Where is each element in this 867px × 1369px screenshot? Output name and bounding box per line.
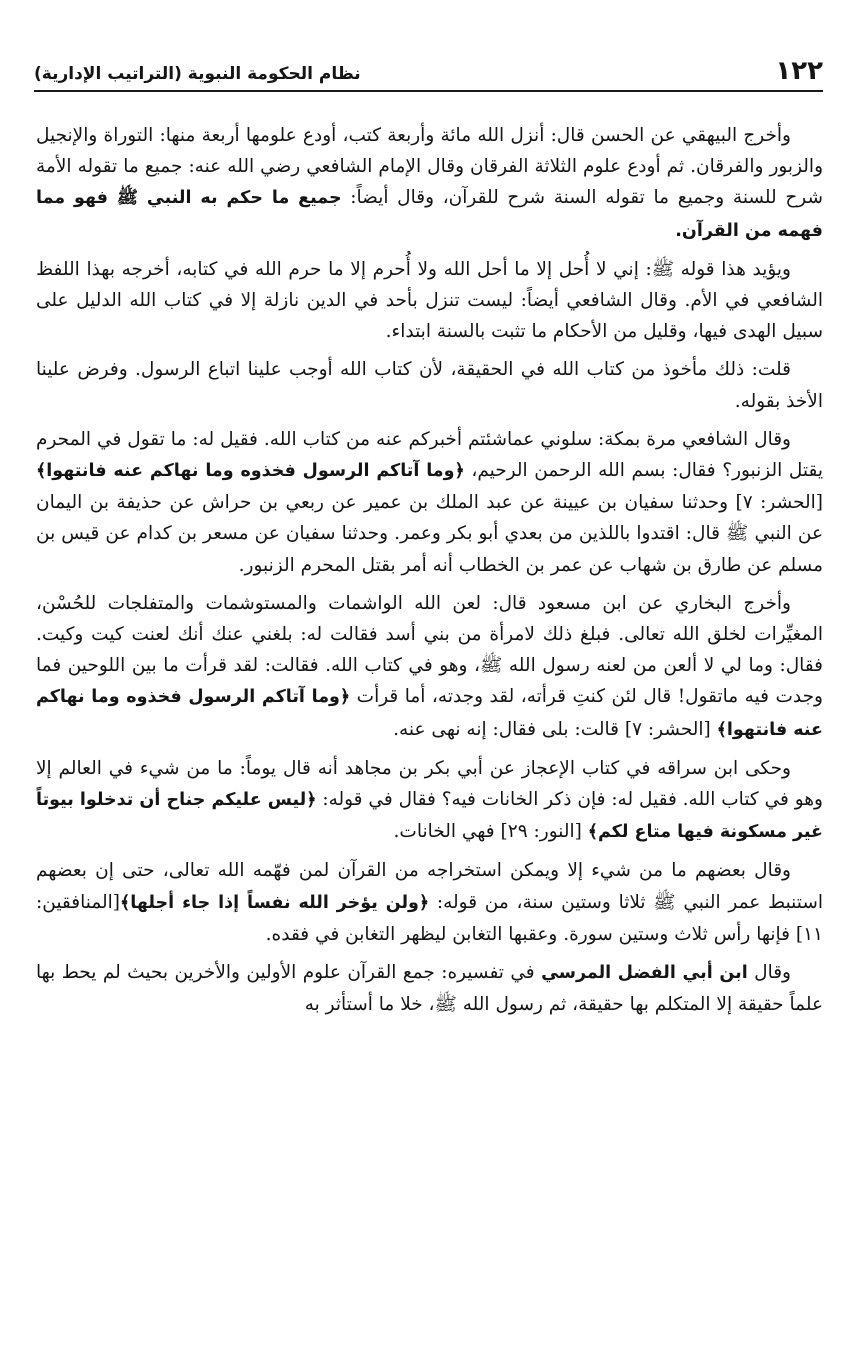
quran-verse: ﴿وما آتاكم الرسول فخذوه وما نهاكم عنه فانتهوا﴾	[36, 461, 465, 482]
quran-verse: ﴿وما آتاكم الرسول فخذوه وما نهاكم عنه فانتهوا﴾	[36, 687, 823, 740]
paragraph	[36, 957, 823, 1020]
text-run: وأخرج البخاري عن ابن مسعود قال: لعن الله الواشمات والمستوشمات والمتفلجات للحُسْن، المغيِّرات لخلق الله تعالى. فبلغ ذلك لامرأة من بني أسد فقالت له: بلغني عنك أنك لعنت كيت وكيت. فقال: وما لي لا ألعن من لعنه رسول الله ﷺ، وهو في كتاب الله. فقالت: لقد قرأت ما بين اللوحين فما وجدت فيه ماتقول! قال لئن كنتِ قرأته، لقد وجدته، أما قرأت	[36, 592, 823, 708]
bold-text-run: جميع ما حكم به النبي ﷺ فهو مما فهمه من القرآن.	[36, 188, 823, 241]
paragraph	[36, 354, 823, 416]
quran-verse: ﴿ولن يؤخر الله نفساً إذا جاء أجلها﴾	[120, 892, 430, 913]
text-run: وقال بعضهم ما من شيء إلا ويمكن استخراجه من القرآن لمن فهّمه الله تعالى، حتى إن بعضهم استنبط عمر النبي ﷺ ثلاثا وستين سنة، من قوله:	[36, 860, 823, 913]
text-run: وحكى ابن سراقه في كتاب الإعجاز عن أبي بكر بن مجاهد أنه قال يوماً: ما من شيء في العالم إلا وهو في كتاب الله. فقيل له: فإن ذكر الخانات فيه؟ فقال في قوله:	[36, 757, 823, 811]
running-title: نظام الحكومة النبوية (التراتيب الإدارية)	[34, 64, 361, 84]
text-run: قلت: ذلك مأخوذ من كتاب الله في الحقيقة، لأن كتاب الله أوجب علينا اتباع الرسول. وفرض علينا الأخذ بقوله.	[36, 359, 823, 412]
body-text	[36, 120, 823, 1339]
paragraph	[36, 753, 823, 849]
paragraph	[36, 424, 823, 581]
text-run: وقال	[747, 962, 791, 984]
paragraph	[36, 855, 823, 950]
text-run: وأخرج البيهقي عن الحسن قال: أنزل الله مائة وأربعة كتب، أودع علومها أربعة منها: التوراة والإنجيل والزبور والفرقان. ثم أودع علوم الثلاثة الفرقان وقال الإمام الشافعي رضي الله عنه: جميع ما تقوله الأمة شرح للسنة وجميع ما تقوله السنة شرح للقرآن، وقال أيضاً:	[36, 125, 823, 209]
text-run: [الحشر: ٧] وحدثنا سفيان بن عيينة عن عبد الملك بن عمير عن ربعي بن حراش عن حذيفة بن اليمان عن النبي ﷺ قال: اقتدوا باللذين من بعدي أبو بكر وعمر. وحدثنا سفيان عن مسعر بن كدام عن قيس بن مسلم عن طارق بن شهاب عن عمر بن الخطاب أنه أمر بقتل المحرم الزنبور.	[36, 492, 823, 576]
text-run: ويؤيد هذا قوله ﷺ: إني لا أُحل إلا ما أحل الله ولا أُحرم إلا ما حرم الله في كتابه، أخرجه بهذا اللفظ الشافعي في الأم. وقال الشافعي أيضاً: ليست تنزل بأحد في الدين نازلة إلا في كتاب الله الدليل على سبيل الهدى فيها، وقليل من الأحكام ما تثبت بالسنة ابتداء.	[36, 258, 823, 343]
text-run: [المنافقين: ١١] فإنها رأس ثلاث وستين سورة. وعقبها التغابن ليظهر التغابن في فقده.	[36, 891, 823, 945]
text-run: وقال الشافعي مرة بمكة: سلوني عماشئتم أخبركم عنه من كتاب الله. فقيل له: ما تقول في المحرم يقتل الزنبور؟ فقال: بسم الله الرحمن الرحيم،	[36, 428, 823, 482]
page-number: ١٢٢	[775, 56, 823, 86]
paragraph	[36, 254, 823, 348]
text-run: في تفسيره: جمع القرآن علوم الأولين والأخرين بحيث لم يحط بها علماً حقيقة إلا المتكلم بها حقيقة، ثم رسول الله ﷺ، خلا ما أستأثر به	[36, 962, 823, 1016]
paragraph	[36, 588, 823, 746]
text-run: [النور: ٢٩] فهي الخانات.	[393, 821, 588, 843]
paragraph	[36, 120, 823, 247]
bold-name: ابن أبي الفضل المرسي	[541, 963, 748, 984]
text-run: [الحشر: ٧] قالت: بلى فقال: إنه نهى عنه.	[393, 718, 717, 740]
quran-verse: ﴿ليس عليكم جناح أن تدخلوا بيوتاً غير مسكونة فيها متاع لكم﴾	[36, 790, 823, 843]
running-header	[34, 52, 823, 92]
